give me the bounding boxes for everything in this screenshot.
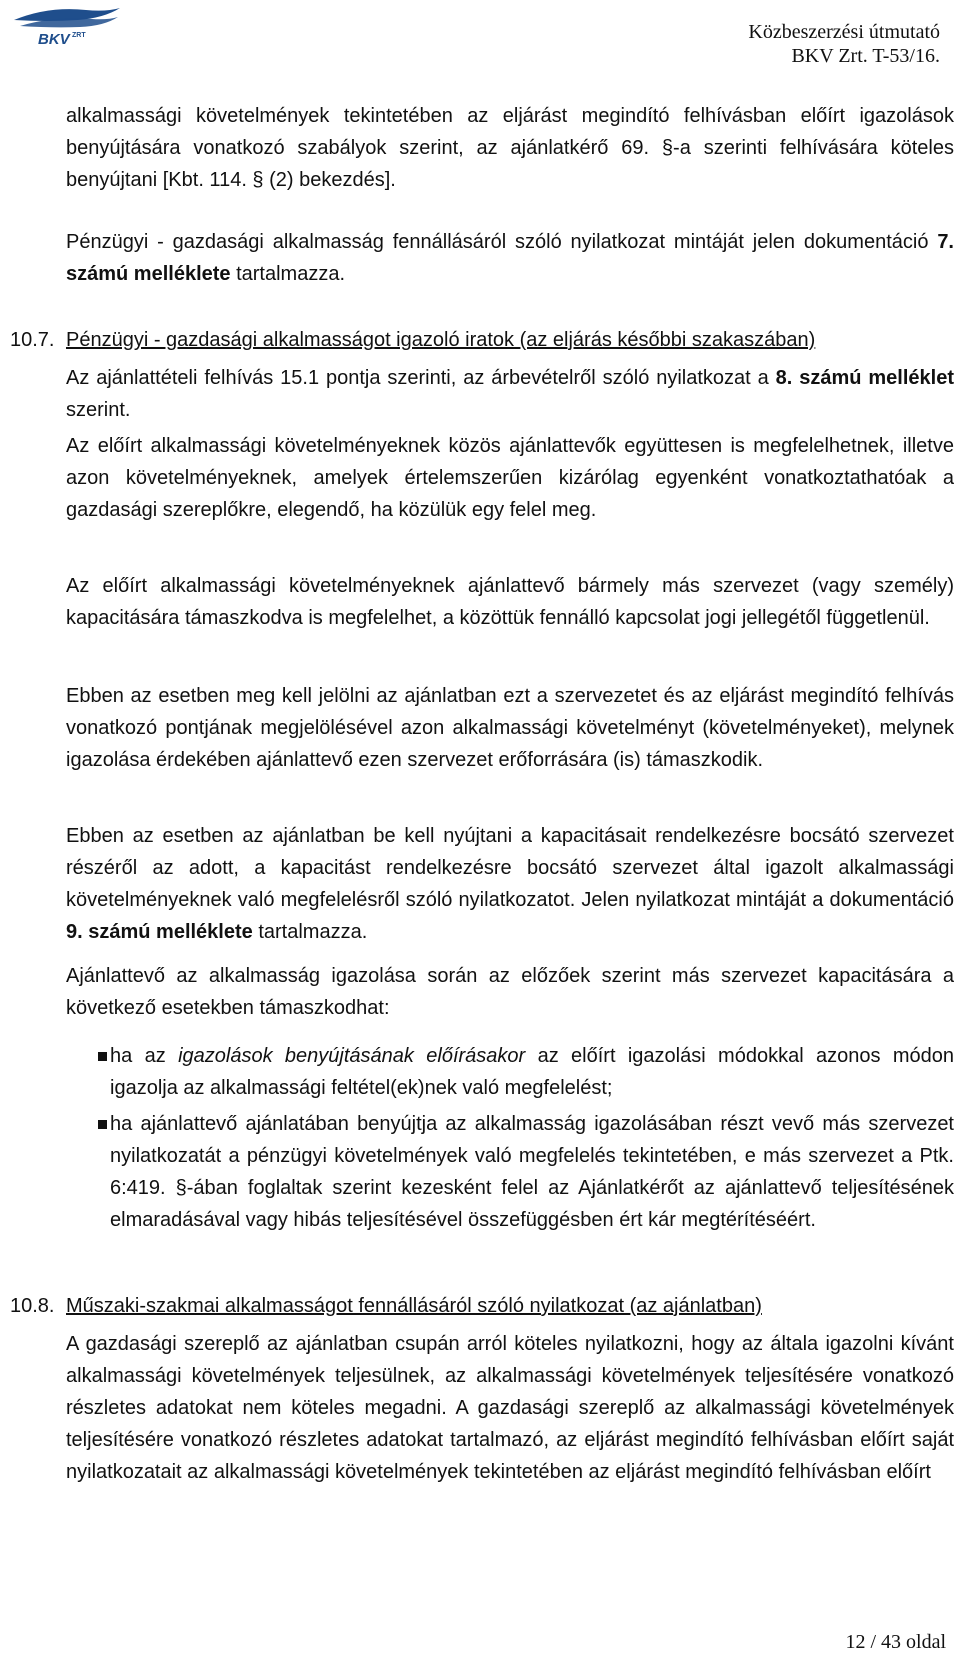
- bullet-square-icon: [98, 1120, 107, 1129]
- section-title: Pénzügyi - gazdasági alkalmasságot igazoló iratok (az eljárás későbbi szakaszában): [66, 329, 816, 351]
- paragraph-cases-intro: Ajánlattevő az alkalmasság igazolása során az előzőek szerint más szervezet kapacitására a következő esetekben támaszkodhat:: [66, 965, 954, 1019]
- list-item: ha ajánlattevő ajánlatában benyújtja az alkalmasság igazolásában részt vevő más szervezet nyilatkozatát a pénzügyi követelmények való megfelelés tekintetében, e más szervezet a Ptk. 6:419. §-ában foglaltak szerint kezesként felel az Ajánlatkérőt az ajánlattevő teljesítésének elmaradásával vagy hibás teljesítésével összefüggésben ért kár megtérítéséért.: [66, 1108, 954, 1268]
- section-title: Műszaki-szakmai alkalmasságot fennállásáról szóló nyilatkozat (az ajánlatban): [66, 1295, 762, 1317]
- paragraph-capacity-statement: Ebben az esetben az ajánlatban be kell nyújtani a kapacitásait rendelkezésre bocsátó szervezet részéről az adott, a kapacitást rendelkezésre bocsátó szervezet által igazolt alkalmassági követelményeknek való megfelelésről szóló nyilatkozatot. Jelen nyilatkozat mintáját a dokumentáció 9. számú melléklete tartalmazza.: [66, 825, 954, 943]
- section-number: 10.8.: [10, 1295, 55, 1317]
- logo-text: BKV: [38, 31, 70, 48]
- section-number: 10.7.: [10, 329, 55, 351]
- svg-text:ZRT: ZRT: [72, 32, 86, 39]
- section-heading-10-7: [10, 326, 954, 354]
- paragraph-capacity: Az előírt alkalmassági követelményeknek ajánlattevő bármely más szervezet (vagy személy) kapacitására támaszkodva is megfelelhet, a közöttük fennálló kapcsolat jogi jellegétől függetlenül.: [66, 575, 954, 629]
- header-reference: BKV Zrt. T-53/16.: [791, 45, 940, 67]
- section-heading-10-8: [10, 1292, 954, 1320]
- paragraph-designation: Ebben az esetben meg kell jelölni az ajánlatban ezt a szervezetet és az eljárást megindító felhívás vonatkozó pontjának megjelölésével azon alkalmassági követelményt (követelményeket), melynek igazolása érdekében ajánlattevő ezen szervezet erőforrására (is) támaszkodik.: [66, 685, 954, 771]
- paragraph-joint-bidders: Az előírt alkalmassági követelményeknek közös ajánlattevők együttesen is megfelelhetnek, illetve azon követelményeknek, amelyek értelemszerűen kizárólag egyenként vonatkoztathatóak a gazdasági szereplőkre, elegendő, ha közülük egy felel meg.: [66, 435, 954, 521]
- paragraph-technical-statement: A gazdasági szereplő az ajánlatban csupán arról köteles nyilatkozni, hogy az általa igazolni kívánt alkalmassági követelmények teljesülnek, az alkalmassági követelmények teljesítésére vonatkozó részletes adatokat nem köteles megadni. A gazdasági szereplő az alkalmassági követelmények teljesítésére vonatkozó részletes adatokat tartalmazó, az eljárást megindító felhívásban előírt saját nyilatkozatait az alkalmassági követelmények tekintetében az eljárást megindító felhívásban előírt: [66, 1333, 954, 1483]
- bullet-square-icon: [98, 1052, 107, 1061]
- document-header: [748, 20, 940, 68]
- page-number: 12 / 43 oldal: [845, 1631, 946, 1653]
- bkv-logo: [8, 4, 124, 50]
- paragraph-revenue-statement: Az ajánlattételi felhívás 15.1 pontja szerinti, az árbevételről szóló nyilatkozat a 8. számú melléklet szerint.: [66, 367, 954, 421]
- header-title: Közbeszerzési útmutató: [748, 21, 940, 43]
- paragraph-continuation: alkalmassági követelmények tekintetében az eljárást megindító felhívásban előírt igazolások benyújtására vonatkozó szabályok szerint, az ajánlatkérő 69. §-a szerinti felhívására köteles benyújtani [Kbt. 114. § (2) bekezdés].: [66, 105, 954, 191]
- paragraph-financial-sample: Pénzügyi - gazdasági alkalmasság fennállásáról szóló nyilatkozat mintáját jelen dokumentáció 7. számú melléklete tartalmazza.: [66, 231, 954, 285]
- list-item: ha az igazolások benyújtásának előírásakor az előírt igazolási módokkal azonos módon igazolja az alkalmassági feltétel(ek)nek való megfelelést;: [66, 1040, 954, 1104]
